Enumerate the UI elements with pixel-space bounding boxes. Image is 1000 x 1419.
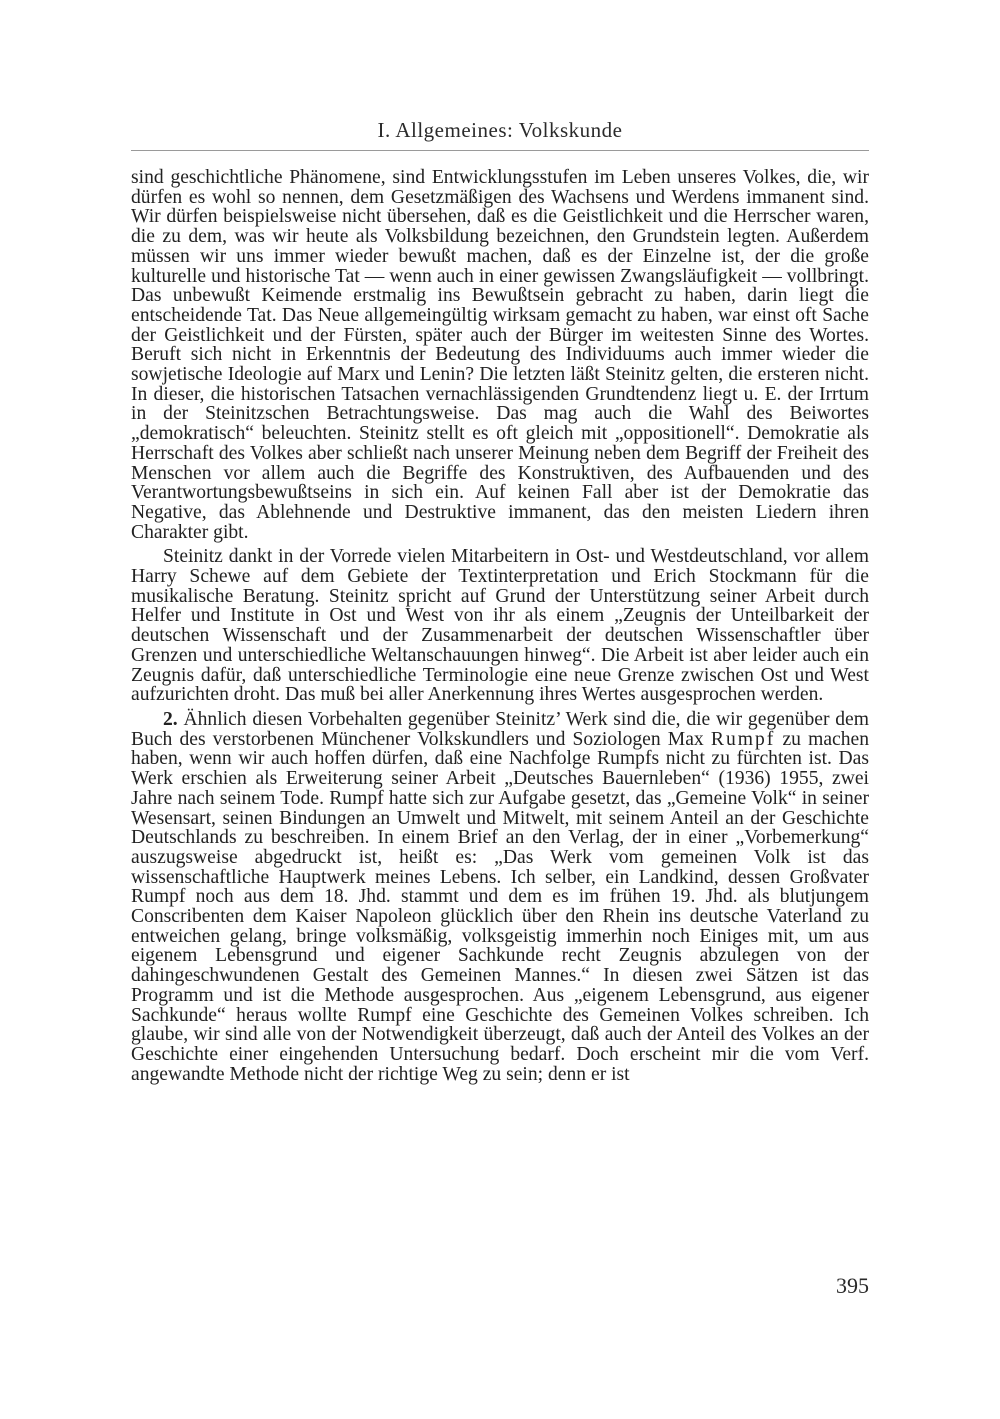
author-name: Rumpf [710,728,776,750]
paragraph-3 [131,710,869,1084]
body-text [131,168,869,1084]
paragraph-2: Steinitz dankt in der Vorrede vielen Mitarbeitern in Ost- und Westdeutschland, vor allem Harry Schewe auf dem Gebiete der Textinterpretation und Erich Stockmann für die musikalische Beratung. Steinitz spricht auf Grund der Unterstützung seiner Arbeit durch Helfer und Institute in Ost und West von ihr als einem „Zeugnis der Unteilbarkeit der deutschen Wissenschaft und der Zusammenarbeit der deutschen Wissenschaftler über Grenzen und unterschiedliche Weltanschauungen hinweg“. Die Arbeit ist aber leider auch ein Zeugnis dafür, daß unterschiedliche Terminologie eine neue Grenze zwischen Ost und West aufzurichten droht. Das muß bei aller Anerkennung ihres Wertes ausgesprochen werden. [131,546,869,706]
page-number: 395 [836,1273,869,1298]
running-head: I. Allgemeines: Volkskunde [377,118,623,142]
paragraph-3-text-after: zu machen haben, wenn wir auch hoffen dürfen, daß eine Nachfolge Rumpfs nicht zu fürchten ist. Das Werk erschien als Erweiterung seiner Arbeit „Deutsches Bauernleben“ (1936) 1955, zwei Jahre nach seinem Tode. Rumpf hatte sich zur Aufgabe gesetzt, das „Gemeine Volk“ in seiner Wesensart, seinen Bindungen an Umwelt und Mitwelt, mit seinem Anteil an der Geschichte Deutschlands zu beschreiben. In einem Brief an den Verlag, der in einer „Vorbemerkung“ auszugsweise abgedruckt ist, heißt es: „Das Werk vom gemeinen Volk ist das wissenschaftliche Hauptwerk meines Lebens. Ich selber, ein Landkind, dessen Großvater Rumpf noch aus dem 18. Jhd. stammt und dem es im frühen 19. Jhd. als blutjungem Conscribenten dem Kaiser Napoleon glücklich über den Rhein ins deutsche Vaterland zu entweichen gelang, bringe volksmäßig, volksgeistig immerhin noch Einiges mit, um aus eigenem Lebensgrund und eigener Sachkunde recht Zeugnis abzulegen von der dahingeschwundenen Gestalt des Gemeinen Mannes.“ In diesen zwei Sätzen ist das Programm und ist die Methode ausgesprochen. Aus „eigenem Lebensgrund, aus eigener Sachkunde“ heraus wollte Rumpf eine Geschichte des Gemeinen Volkes schreiben. Ich glaube, wir sind alle von der Notwendigkeit überzeugt, daß auch der Anteil des Volkes an der Geschichte einer eingehenden Untersuchung bedarf. Doch erscheint mir die vom Verf. angewandte Methode nicht der richtige Weg zu sein; denn er ist [131,728,870,1085]
paragraph-1: sind geschichtliche Phänomene, sind Entwicklungsstufen im Leben unseres Volkes, die, wir dürfen es wohl so nennen, dem Gesetzmäßigen des Wachsens und Werdens immanent sind. Wir dürfen beispielsweise nicht übersehen, daß es die Geistlichkeit und die Herrscher waren, die zu dem, was wir heute als Volksbildung bezeichnen, den Grundstein legten. Außerdem müssen wir uns immer wieder bewußt machen, daß es der Einzelne ist, der die große kulturelle und historische Tat — wenn auch in einer gewissen Zwangsläufigkeit — vollbringt. Das unbewußt Keimende erstmalig ins Bewußtsein gebracht zu haben, darin liegt die entscheidende Tat. Das Neue allgemeingültig wirksam gemacht zu haben, war einst oft Sache der Geistlichkeit und der Fürsten, später auch der Bürger im weitesten Sinne des Wortes. Beruft sich nicht in Erkenntnis der Bedeutung des Individuums auch immer wieder die sowjetische Ideologie auf Marx und Lenin? Die letzten läßt Steinitz gelten, die ersteren nicht. In dieser, die historischen Tatsachen vernachlässigenden Grundtendenz liegt u. E. der Irrtum in der Steinitzschen Betrachtungsweise. Das mag auch die Wahl des Beiwortes „demokratisch“ beleuchten. Steinitz stellt es oft gleich mit „oppositionell“. Demokratie als Herrschaft des Volkes aber schließt nach unserer Meinung neben dem Begriff der Freiheit des Menschen vor allem auch die Begriffe des Konstruktiven, des Aufbauenden und des Verantwortungsbewußtseins in sich ein. Auf keinen Fall aber ist der Demokratie das Negative, das Ablehnende und Destruktive immanent, das den meisten Liedern ihren Charakter gibt. [131,167,869,543]
section-number: 2. [163,708,178,730]
paragraph-3-text-before: Ähnlich diesen Vorbehalten gegenüber Steinitz’ Werk sind die, die wir gegenüber dem Buch des verstorbenen Münchener Volkskundlers und Soziologen Max [131,708,869,750]
header-rule [131,150,869,151]
